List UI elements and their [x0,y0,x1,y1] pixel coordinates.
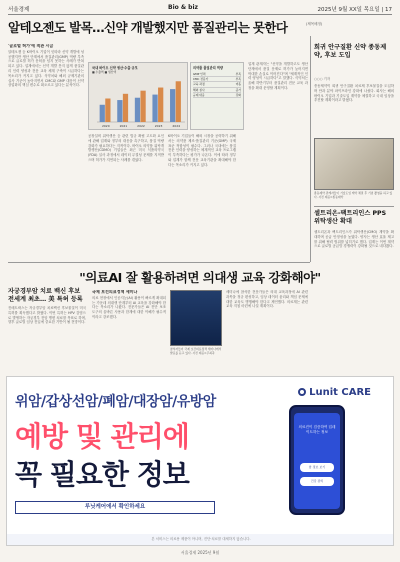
table-cell-label: 규제 대응 [193,92,205,97]
table-row [193,93,241,98]
table-cell-value: 부족 [235,77,241,82]
bar-생산액-2024 [176,81,181,122]
table-cell-label: 교육 과정 [193,82,205,87]
top-headline-side: (제목배정) [306,22,323,26]
header-date-page: 2025년 9월 XX일 목요일 | 17 [317,7,392,13]
chart-title: 국내 바이오 신약 생산·수출 규모 [92,66,138,70]
right-bottom-text [314,230,394,370]
mid-photo-caption: 참석자들이 국제 보건의료정책 세미나에서 발표를 듣고 있다. 사진 제공=주최측 [170,347,222,355]
top-article-col3 [88,134,164,254]
top-headline: 알테오젠도 발목…신약 개발했지만 품질관리는 못한다 [8,20,288,35]
column-divider [310,36,311,262]
phone-screen [294,413,340,509]
table-cell-value: 미흡 [235,82,241,87]
top-subhead: '글로벌 허가'에 적관 시급 [8,44,54,48]
mid-headline: "의료AI 잘 활용하려면 의대생 교육 강화해야" [79,270,321,285]
right-bottom-body: 셀트리온과 팩트리인스가 위탁생산(CMO) 계약을 확대하며 공급 안정성을 높였다. 양사는 생산 효율 제고를 위해 협력 범위를 넓히기로 했다. 업계는 이번 계약으로 글로벌 공급망 경쟁력이 강화될 것으로 내다봤다. [314,230,394,249]
header-publication: 서울경제 [8,7,30,13]
top-article-col5 [248,62,308,254]
right-top-byline: ○○○ 기자 [314,77,331,81]
info-table [190,62,244,130]
top-col1-text: 알테오젠 등 K바이오 기업이 잇따라 신약 개발에 성공했지만 생산 단계에서 품질관리(GMP) 역량 부족으로 글로벌 허가 문턱을 넘지 못하는 사례가 반복되고 있다. 업계에서는 신약 개발 못지 않게 품질관리 인력 양성과 전문 교육 체계 구축이 시급하다는 목소리가 커지고 있다. 식약처와 해외 규제기관의 실사 기준이 높아지면서 CMC와 GMP 대응이 신약 상업화의 핵심 변수로 떠오르고 있다는 분석이다. [8,49,84,88]
ad-headline-line1: 예방 및 관리에 [15,420,189,453]
bar-chart [88,62,188,130]
ad-phone-mockup [289,405,345,515]
mid-center-body: 의료 현장에서 인공지능(AI) 활용이 빠르게 확대되는 가운데 의대생 단계부터 AI 교육을 강화해야 한다는 목소리가 나왔다. 전문가들은 AI 진단 보조 도구의 올바른 사용과 한계에 대한 이해가 필수적이라고 강조했다. [92,295,166,319]
ad-cancer-types: 위암/갑상선암/폐암/대장암/유방암 [15,394,216,410]
mid-center-text [92,290,166,372]
bar-수출액-2023 [152,95,157,122]
bar-수출액-2020 [100,105,105,122]
table-cell-label: CMC 전문가 [193,77,209,82]
table-rows [193,72,241,98]
top-article-col4 [168,134,236,254]
table-cell-value: 증가 [235,87,241,92]
bar-생산액-2021 [123,94,128,122]
bar-생산액-2020 [105,99,110,123]
mid-left-body: 진매트릭스는 자궁경부암 치료백신 후보물질이 미국 특허를 획득했다고 밝혔다. 이번 특허는 HPV 감염으로 발생하는 자궁경부 전암 병변 치료를 목표로 하며, 향후 글로벌 임상 진입에 중요한 기반이 될 전망이다. [8,306,86,325]
bar-수출액-2021 [117,100,122,122]
x-tick-label: 2023 [154,124,163,128]
top-col3-text: 공장설비 위탁생산 등 관련 법규 확립 고도화 요인에 관해 업계와 정부의 대응을 촉구하고, 품질 역량 강화가 필요하다는 지적이다. 바이오 의약품 위탁개발생산(CDMO) 기업들은 최근 미국 식품의약국(FDA) 실사 과정에서 데이터 무결성 문제를 지적받으며 허가가 지연되는 사례를 겪었다. [88,134,164,162]
ad-headline-line2: 꼭 필요한 정보 [15,458,189,491]
top-col5-text: 업계 관계자는 "신약을 개발하고도 생산 단계에서 품질 문제로 허가가 늦어지면 막대한 손실로 이어진다"며 "체계적인 인력 양성이 시급하다"고 말했다. 식약처는 올해 하반기부터 품질관리 전문 교육 과정을 확대 운영할 계획이다. [248,62,308,90]
phone-button-1: 암 정보 보기 [300,463,334,472]
chart-plot [91,73,187,129]
ad-cta-button[interactable]: 루닛케어에서 확인하세요 [15,501,215,514]
table-title: 의약품 품질관리 역량 [193,66,223,70]
mid-right-body: 세미나에 참석한 전문가들은 의대 교육과정에 AI 관련 과목을 정규 편성하고, 임상 데이터 윤리와 책임 문제에 대한 교육도 병행해야 한다고 제언했다. 의료계는 관련 교육 지침 마련에 나설 계획이다. [226,290,308,309]
x-tick-label: 2021 [119,124,128,128]
bar-생산액-2023 [158,88,163,122]
right-bottom-headline: 셀트리온-팩트리인스 PPS 위탁생산 확대 [314,210,387,225]
bar-수출액-2024 [170,89,175,122]
section-divider [8,262,310,263]
right-top-body: 종동제약이 희귀 안구질환 치료제 후보물질을 도입하며 안과 분야 파이프라인 강화에 나섰다. 회사는 해외 바이오 기업과 기술도입 계약을 체결하고 국내 임상을 추진할 계획이라고 밝혔다. [314,84,394,103]
phone-text: 의료진이 검증하여 업데이트하는 정보 [298,425,336,434]
header-section: Bio & biz [168,4,199,11]
x-tick-label: 2022 [137,124,145,128]
bar-수출액-2022 [135,98,140,122]
table-cell-value: 부족 [235,72,241,76]
mid-center-subhead: 국제 보건의료정책 세미나 [92,290,138,294]
chart-legend: ■ 수출액 ■ 생산액 [92,70,117,74]
advertisement[interactable] [6,376,394,546]
right-top-headline: 희귀 안구질환 신약 종동제약, 후보 도입 [314,44,387,59]
phone-button-2: 건강 관리 [300,477,334,486]
bar-생산액-2022 [140,91,145,122]
right-top-text [314,84,394,134]
table-cell-label: GMP 인력 [193,72,206,76]
right-divider [314,206,394,207]
page-header [8,3,392,15]
right-top-photo [314,138,394,190]
table-cell-value: 강화 [235,92,241,97]
ad-disclaimer: 본 서비스는 의료용 제품이 아니며, 진단·치료를 대체하지 않습니다. [7,534,394,545]
top-article-col1 [8,44,84,254]
table-cell-label: 해외 실사 [193,87,205,92]
page-footer: 서울경제 2025년 9월 [180,550,220,555]
mid-left-headline: 자궁경부암 치료 백신 후보 전세계 최초… 美 특허 등록 [8,288,83,303]
top-col4-text: K바이오 기업들이 해외 시장을 공략하기 위해서는 의약품 제조·품질관리 기준(GMP) 국제 표준 적합성이 필수다. 그러나 국내에는 품질 전문 인력을 양성하는 체계적인 교육 프로그램이 부족하다는 평가가 나온다. 이에 따라 정부와 업계가 함께 전문 교육기관을 확대해야 한다는 목소리가 커지고 있다. [168,134,236,167]
mid-right-text [226,290,308,372]
x-tick-label: 2024 [172,124,181,128]
x-tick-label: 2020 [101,124,110,128]
lunit-logo-icon [298,388,306,396]
ad-brand-logo [298,387,371,398]
mid-left-text [8,306,86,372]
right-top-caption: 종동제약 관계자들이 기술도입 계약 체결 후 기념 촬영을 하고 있다. 사진 제공=종동제약 [314,191,393,199]
mid-photo [170,290,222,346]
ad-brand-name: Lunit CARE [309,387,371,398]
